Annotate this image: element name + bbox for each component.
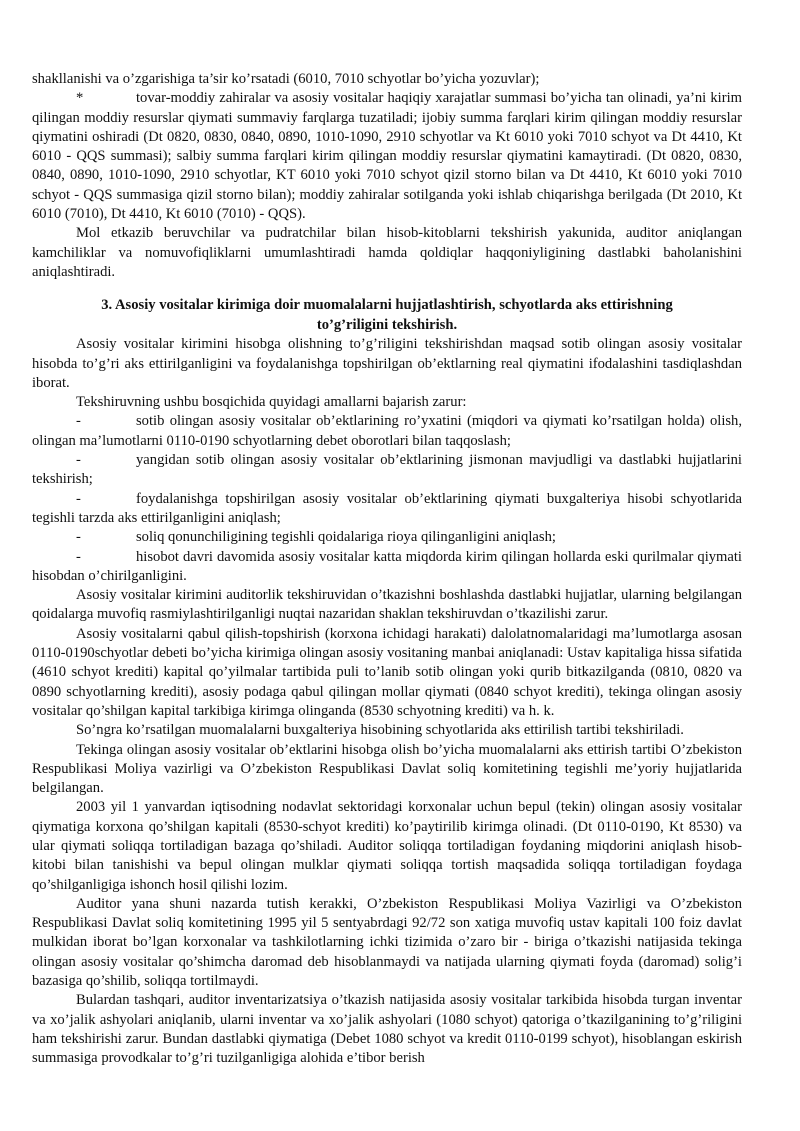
section-heading-line-1: 3. Asosiy vositalar kirimiga doir muomalalarni hujjatlashtirish, schyotlarda aks ettirishning [101, 297, 673, 314]
paragraph-purpose: Asosiy vositalar kirimini hisobga olishning to’g’riligini tekshirishdan maqsad sotib olingan asosiy vositalar hisobda to’g’ri aks ettirilganligini va foydalanishga topshirilgan ob’ektlarning real qiymatini ifodalashini tasdiqlashdan iborat. [32, 336, 742, 391]
bullet-paragraph [32, 89, 742, 224]
dash-marker: - [76, 529, 81, 546]
dash-marker: - [76, 490, 81, 507]
dash-marker: - [76, 413, 81, 430]
list-item [32, 451, 742, 490]
paragraph-acceptance-acts: Asosiy vositalarni qabul qilish-topshirish (korxona ichidagi harakati) dalolatnomalaridagi ma’lumotlarga asosan 0110-0190schyotlar debeti bo’yicha kirimiga olingan asosiy vositaning manbai aniqlanadi: Ustav kapitaliga hissa sifatida (4610 schyot krediti) kapital qo’yilmalar tartibida puli to’lanib sotib olingan yoki qurib bitkazilganda (0810, 0820 va 0890 schyotlarning krediti), asosiy podaga qabul qilingan mollar qiymati (0840 schyot krediti), tekinga olingan asosiy vositalar qo’shilgan kapital tarkibiga kirimga olinganda (8530 schyotning krediti) va h. k. [32, 625, 742, 719]
dash-marker: - [76, 548, 81, 565]
paragraph-intro-fragment: shakllanishi va o’zgarishiga ta’sir ko’rsatadi (6010, 7010 schyotlar bo’yicha yozuvlar); [32, 71, 540, 87]
list-item-text: hisobot davri davomida asosiy vositalar katta miqdorda kirim qilingan hollarda eski qurilmalar qiymati hisobdan o’chirilganligini. [32, 548, 742, 584]
list-item [32, 412, 742, 451]
section-heading [32, 296, 742, 335]
document-page [32, 70, 742, 1069]
paragraph-accounting-order: So’ngra ko’rsatilgan muomalalarni buxgalteriya hisobining schyotlarida aks ettirilish tartibi tekshiriladi. [76, 722, 684, 739]
bullet-marker: * [76, 90, 84, 107]
paragraph-free-assets: Tekinga olingan asosiy vositalar ob’ektlarini hisobga olish bo’yicha muomalalarni aks ettirish tartibi O’zbekiston Respublikasi Moliya vazirligi va O’zbekiston Respublikasi Davlat soliq komitetining tegishli me’yoriy hujjatlarida belgilangan. [32, 741, 742, 797]
dash-marker: - [76, 452, 81, 469]
paragraph-inventory: Bulardan tashqari, auditor inventarizatsiya o’tkazish natijasida asosiy vositalar tarkibida hisobda turgan inventar va xo’jalik ashyolari aniqlanib, ularni inventar va xo’jalik ashyolari (1080 schyot) qatoriga o’tkazilganining to’g’riligini ham tekshirishi zarur. Bundan dastlabki qiymatiga (Debet 1080 schyot va kredit 0110-0199 schyot), hisoblangan eskirish summasiga provodkalar to’g’ri tuzilganligiga alohida e’tibor berish [32, 992, 742, 1067]
list-item-text: soliq qonunchiligining tegishli qoidalariga rioya qilinganligini aniqlash; [136, 529, 556, 546]
list-item [32, 548, 742, 587]
list-item-text: foydalanishga topshirilgan asosiy vositalar ob’ektlarining qiymati buxgalteriya hisobi schyotlarida tegishli tarzda aks ettirilganligini aniqlash; [32, 490, 742, 526]
list-item-text: yangidan sotib olingan asosiy vositalar ob’ektlarining jismonan mavjudligi va dastlabki hujjatlarini tekshirish; [32, 452, 742, 488]
list-item-text: sotib olingan asosiy vositalar ob’ektlarining ro’yxatini (miqdori va qiymati ko’rsatilgan holda) olish, olingan ma’lumotlarni 0110-0190 schyotlarning debet oborotlari bilan taqqoslash; [32, 413, 742, 449]
paragraph-steps-intro: Tekshiruvning ushbu bosqichida quyidagi amallarni bajarish zarur: [76, 394, 467, 411]
bullet-paragraph-text: tovar-moddiy zahiralar va asosiy vositalar haqiqiy xarajatlar summasi bo’yicha tan olinadi, ya’ni kirim qilingan moddiy resurslar qiymati summaviy farqlarga tuzatiladi; ijobiy summa farqlari kirim qilingan moddiy resurslar qiymatini oshiradi (Dt 0820, 0830, 0840, 0890, 1010-1090, 2910 schyotlar va Kt 6010 yoki 7010 schyot va Dt 4410, Kt 6010 - QQS summasi); salbiy summa farqlari kirim qilingan moddiy resurslar qiymatini kamaytiradi. (Dt 0820, 0830, 0840, 0890, 1010-1090, 2910 schyotlar, KT 6010 yoki 7010 schyot qizil storno bilan va Dt 4410, Kt 6010 yoki 7010 schyot - QQS summasiga qizil storno bilan); moddiy zahiralar sotilganda yoki ishlab chiqarishga berilgada (Dt 2010, Kt 6010 (7010), Dt 4410, Kt 6010 (7010) - QQS). [32, 90, 742, 223]
list-item [32, 490, 742, 529]
paragraph-2003-rule: 2003 yil 1 yanvardan iqtisodning nodavlat sektoridagi korxonalar uchun bepul (tekin) olingan asosiy vositalar qiymatiga korxona qo’shilgan kapitali (8530-schyot krediti) ko’paytirilib kirimga olinadi. (Dt 0110-0190, Kt 8530) va ular qiymati soliqqa tortiladigan bazaga qo’shiladi. Auditor soliqqa tortiladigan foydaning miqdorini aniqlash hisob-kitobi bilan tanishishi va bepul olingan mulklar qiymati soliqqa tortish maqsadida soliqqa tortiladigan foydaga qo’shilganligiga ishonch hosil qilishi lozim. [32, 799, 742, 893]
section-heading-line-2: to’g’riligini tekshirish. [316, 316, 458, 333]
paragraph-state-enterprises: Auditor yana shuni nazarda tutish kerakki, O’zbekiston Respublikasi Moliya Vazirligi va O’zbekiston Respublikasi Davlat soliq komitetining 1995 yil 5 sentyabrdagi 92/72 son xatiga muvofiq ustav kapitali 100 foiz davlat mulkidan iborat bo’lgan korxonalar va tashkilotlarning ichki tizimida o’zaro bir - biriga o’tkazishi natijasida tekinga olingan asosiy vositalar qo’shimcha daromad deb hisoblanmaydi va natijada ularning qiymati foyda (daromad) solig’i bazasiga qo’shilib, soliqqa tortilmaydi. [32, 895, 742, 990]
paragraph-summary: Mol etkazib beruvchilar va pudratchilar bilan hisob-kitoblarni tekshirish yakunida, auditor aniqlangan kamchiliklar va nomuvofiqliklarni umumlashtiradi hamda qoldiqlar haqqoniyligining dastlabki baholanishini aniqlashtiradi. [32, 225, 742, 280]
list-item [32, 528, 742, 547]
paragraph-documents-check: Asosiy vositalar kirimini auditorlik tekshiruvidan o’tkazishni boshlashda dastlabki hujjatlar, ularning belgilangan qoidalarga muvofiq rasmiylashtirilganligi nuqtai nazaridan shaklan tekshiruvdan o’tkazilishi zarur. [32, 587, 742, 623]
